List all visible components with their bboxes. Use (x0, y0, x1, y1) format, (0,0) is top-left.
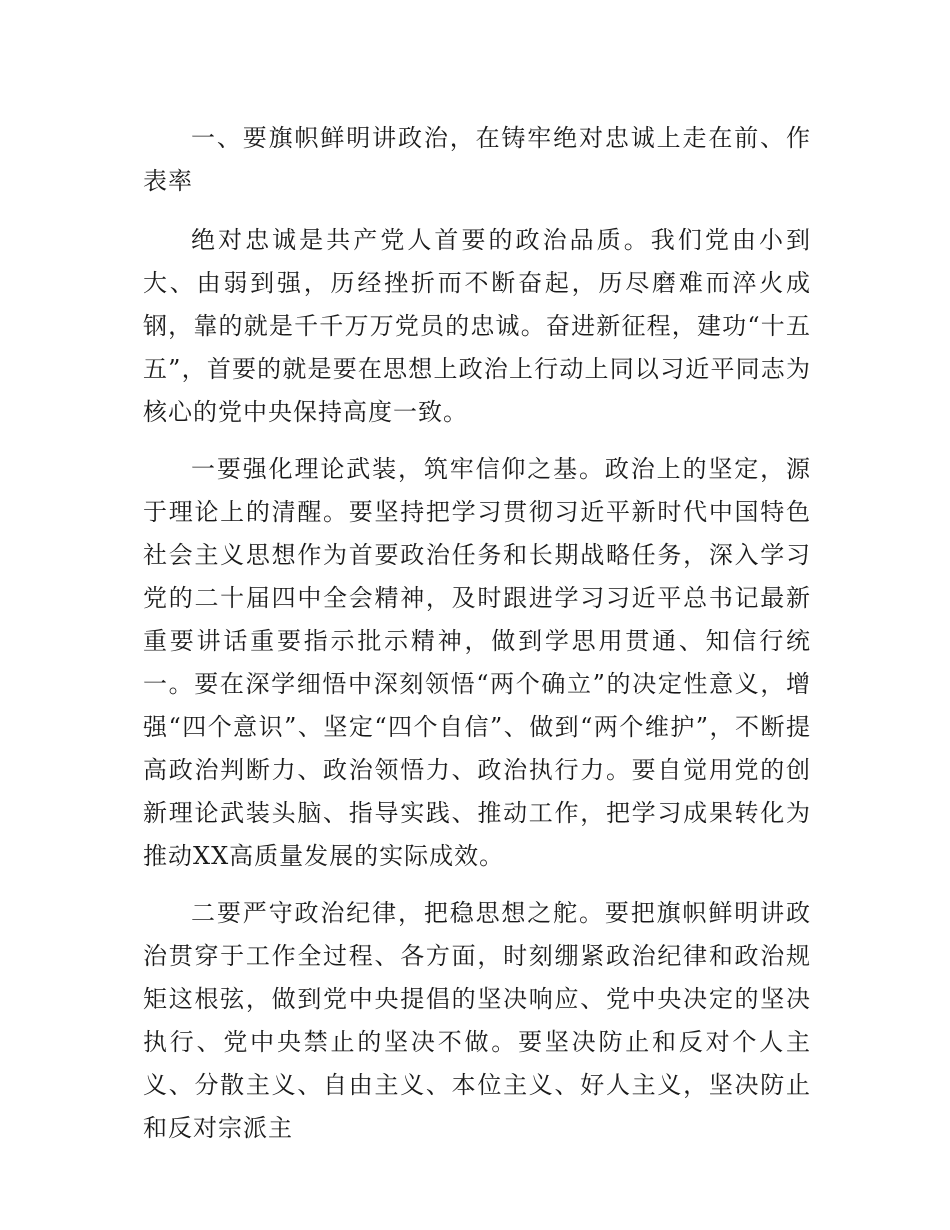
paragraph-theory: 一要强化理论武装，筑牢信仰之基。政治上的坚定，源于理论上的清醒。要坚持把学习贯彻习近平新时代中国特色社会主义思想作为首要政治任务和长期战略任务，深入学习党的二十届四中全会精神，及时跟进学习习近平总书记最新重要讲话重要指示批示精神，做到学思用贯通、知信行统一。要在深学细悟中深刻领悟“两个确立”的决定性意义，增强“四个意识”、坚定“四个自信”、做到“两个维护”，不断提高政治判断力、政治领悟力、政治执行力。要自觉用党的创新理论武装头脑、指导实践、推动工作，把学习成果转化为推动XX高质量发展的实际成效。 (143, 455, 811, 870)
paragraph-discipline: 二要严守政治纪律，把稳思想之舵。要把旗帜鲜明讲政治贯穿于工作全过程、各方面，时刻绷紧政治纪律和政治规矩这根弦，做到党中央提倡的坚决响应、党中央决定的坚决执行、党中央禁止的坚决不做。要坚决防止和反对个人主义、分散主义、自由主义、本位主义、好人主义，坚决防止和反对宗派主 (143, 899, 811, 1142)
paragraph-loyalty: 绝对忠诚是共产党人首要的政治品质。我们党由小到大、由弱到强，历经挫折而不断奋起，历尽磨难而淬火成钢，靠的就是千千万万党员的忠诚。奋进新征程，建功“十五五”，首要的就是要在思想上政治上行动上同以习近平同志为核心的党中央保持高度一致。 (143, 226, 811, 426)
section-heading: 一、要旗帜鲜明讲政治，在铸牢绝对忠诚上走在前、作表率 (143, 124, 811, 195)
document-body (143, 117, 811, 1164)
